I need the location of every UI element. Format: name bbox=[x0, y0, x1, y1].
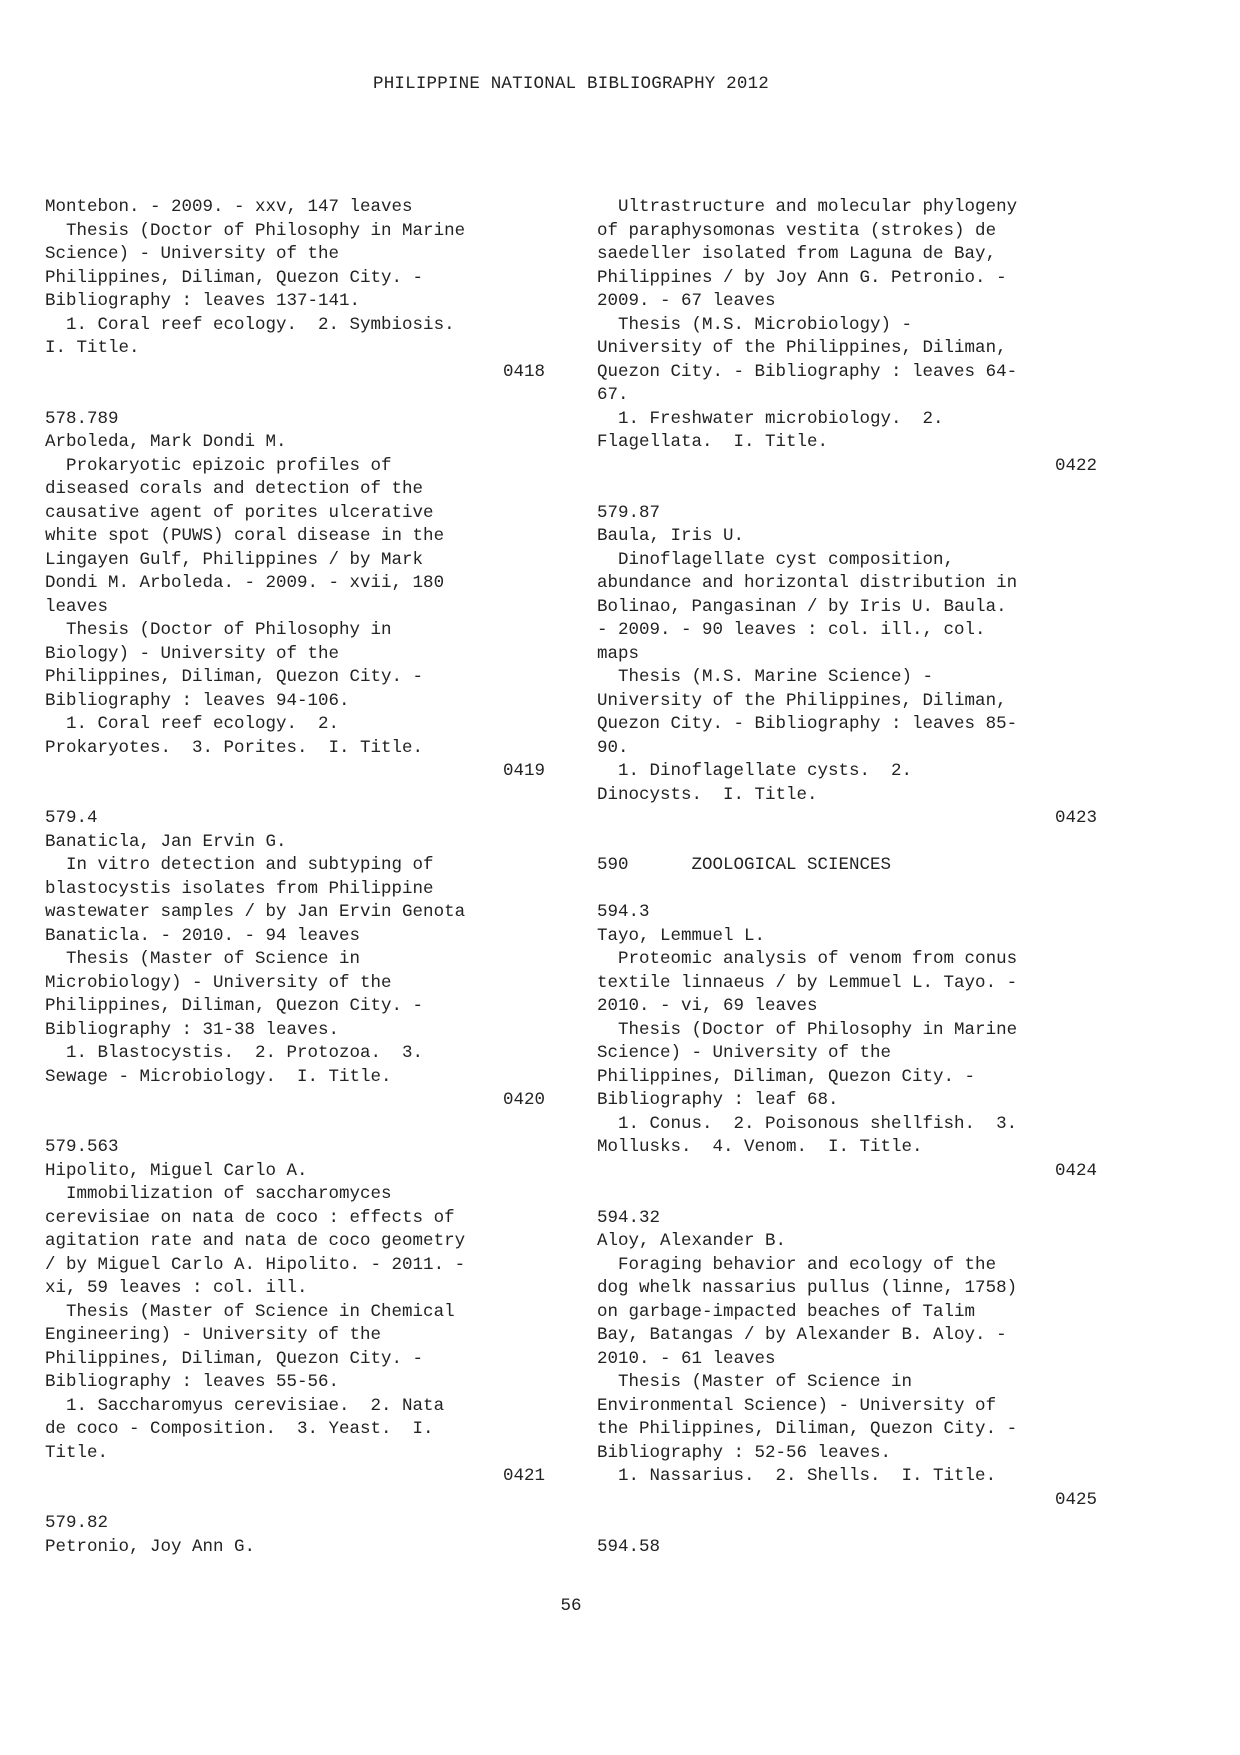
entry-number: 0418 bbox=[502, 361, 545, 382]
entry-separator bbox=[597, 478, 1097, 502]
entry-body: Ultrastructure and molecular phylogeny of paraphysomonas vestita (strokes) de saedeller isolated from Laguna de Bay, Philippines / by Joy Ann G. Petronio. - 2009. - 67 leaves Thesis (M.S. Microbiology) - University of the Philippines, Diliman, Quezon City. - Bibliography : leaves 64- 67. 1. Freshwater microbiology. 2. Flagellata. I. Title. bbox=[597, 197, 1018, 452]
catalog-entry-continued bbox=[45, 1512, 545, 1559]
entry-number: 0422 bbox=[1054, 455, 1097, 476]
entry-number: 0420 bbox=[502, 1090, 545, 1110]
catalog-entry-0423 bbox=[597, 502, 1097, 831]
catalog-entry-0420 bbox=[45, 807, 545, 1113]
entry-separator bbox=[45, 384, 545, 408]
entry-body: 579.82 Petronio, Joy Ann G. bbox=[45, 1513, 256, 1557]
entry-number: 0423 bbox=[1054, 808, 1097, 828]
entry-body: 579.563 Hipolito, Miguel Carlo A. Immobilization of saccharomyces cerevisiae on nata de coco : effects of agitation rate and nata de coco geometry / by Miguel Carlo A. Hipolito. - 2011. - xi, 59 leaves : col. ill. Thesis (Master of Science in Chemical Engineering) - University of the Philippines, Diliman, Quezon City. - Bibliography : leaves 55-56. 1. Saccharomyus cerevisiae. 2. Nata de coco - Composition. 3. Yeast. I. Title. bbox=[45, 1137, 466, 1463]
entry-number: 0424 bbox=[1054, 1160, 1097, 1181]
entry-body: 594.32 Aloy, Alexander B. Foraging behavior and ecology of the dog whelk nassarius pullus (linne, 1758) on garbage-impacted beaches of Talim Bay, Batangas / by Alexander B. Aloy. - 2010. - 61 leaves Thesis (Master of Science in Environmental Science) - University of the Philippines, Diliman, Quezon City. - Bibliography : 52-56 leaves. 1. Nassarius. 2. Shells. I. Title. bbox=[597, 1207, 1018, 1486]
entry-separator bbox=[597, 1183, 1097, 1207]
entry-body: Montebon. - 2009. - xxv, 147 leaves Thesis (Doctor of Philosophy in Marine Science) - University of the Philippines, Diliman, Quezon City. - Bibliography : leaves 137-141. 1. Coral reef ecology. 2. Symbiosis. I. Title. bbox=[45, 197, 466, 358]
catalog-entry-0422 bbox=[597, 196, 1097, 478]
entry-body: 579.4 Banaticla, Jan Ervin G. In vitro detection and subtyping of blastocystis isolates from Philippine wastewater samples / by Jan Ervin Genota Banaticla. - 2010. - 94 leaves Thesis (Master of Science in Microbiology) - University of the Philippines, Diliman, Quezon City. - Bibliography : 31-38 leaves. 1. Blastocystis. 2. Protozoa. 3. Sewage - Microbiology. I. Title. bbox=[45, 808, 466, 1087]
entry-number: 0421 bbox=[502, 1466, 545, 1486]
catalog-entry-0418 bbox=[45, 196, 545, 384]
catalog-entry-0425 bbox=[597, 1207, 1097, 1513]
catalog-entry-0424 bbox=[597, 901, 1097, 1183]
page-header: PHILIPPINE NATIONAL BIBLIOGRAPHY 2012 bbox=[373, 74, 769, 94]
right-column bbox=[597, 196, 1097, 1559]
entry-number: 0419 bbox=[502, 761, 545, 781]
entry-separator bbox=[45, 784, 545, 808]
left-column bbox=[45, 196, 545, 1559]
catalog-entry-continued bbox=[597, 1536, 1097, 1560]
section-heading: 590 ZOOLOGICAL SCIENCES bbox=[597, 855, 892, 875]
entry-separator bbox=[597, 831, 1097, 855]
entry-separator bbox=[597, 1512, 1097, 1536]
page-number: 56 bbox=[560, 1596, 582, 1616]
entry-separator bbox=[597, 878, 1097, 902]
entry-separator bbox=[45, 1489, 545, 1513]
entry-body: 594.3 Tayo, Lemmuel L. Proteomic analysis of venom from conus textile linnaeus / by Lemmuel L. Tayo. - 2010. - vi, 69 leaves Thesis (Doctor of Philosophy in Marine Science) - University of the Philippines, Diliman, Quezon City. - Bibliography : leaf 68. 1. Conus. 2. Poisonous shellfish. 3. Mollusks. 4. Venom. I. Title. bbox=[597, 902, 1018, 1157]
entry-body: 594.58 bbox=[597, 1536, 661, 1557]
catalog-entry-0419 bbox=[45, 408, 545, 784]
entry-number: 0425 bbox=[1054, 1489, 1097, 1510]
entry-body: 578.789 Arboleda, Mark Dondi M. Prokaryotic epizoic profiles of diseased corals and detection of the causative agent of porites ulcerative white spot (PUWS) coral disease in the Lingayen Gulf, Philippines / by Mark Dondi M. Arboleda. - 2009. - xvii, 180 leaves Thesis (Doctor of Philosophy in Biology) - University of the Philippines, Diliman, Quezon City. - Bibliography : leaves 94-106. 1. Coral reef ecology. 2. Prokaryotes. 3. Porites. I. Title. bbox=[45, 408, 445, 758]
entry-separator bbox=[45, 1113, 545, 1137]
entry-body: 579.87 Baula, Iris U. Dinoflagellate cyst composition, abundance and horizontal distribution in Bolinao, Pangasinan / by Iris U. Baula. - 2009. - 90 leaves : col. ill., col. maps Thesis (M.S. Marine Science) - University of the Philippines, Diliman, Quezon City. - Bibliography : leaves 85- 90. 1. Dinoflagellate cysts. 2. Dinocysts. I. Title. bbox=[597, 502, 1018, 805]
catalog-entry-0421 bbox=[45, 1136, 545, 1489]
